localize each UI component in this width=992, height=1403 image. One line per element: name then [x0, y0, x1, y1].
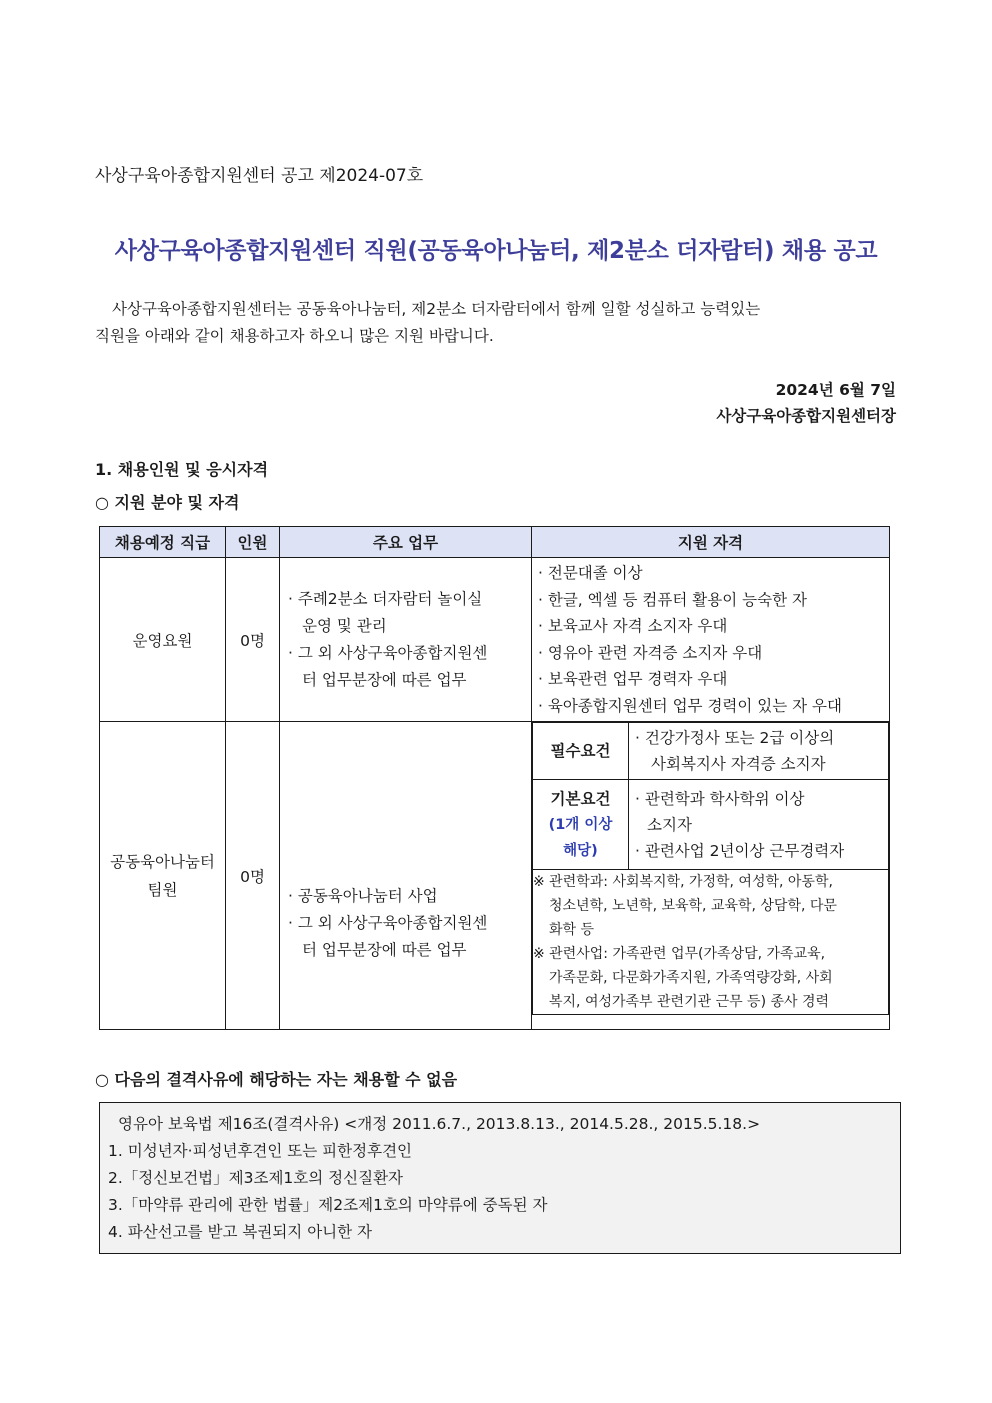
header-duties: 주요 업무 [280, 527, 532, 558]
disqualification-item: 2.「정신보건법」제3조제1호의 정신질환자 [108, 1169, 404, 1187]
count-cell: 0명 [226, 722, 280, 1030]
required-items [629, 723, 889, 780]
position-cell: 운영요원 [100, 558, 226, 722]
position-cell [100, 722, 226, 1030]
qualification-line: · 육아종합지원센터 업무 경력이 있는 자 우대 [538, 696, 843, 715]
subheading-positions: ○ 지원 분야 및 자격 [95, 493, 240, 512]
note-line: 복지, 여성가족부 관련기관 근무 등) 종사 경력 [549, 994, 830, 1010]
duty-line: · 공동육아나눔터 사업 [288, 887, 438, 905]
basic-line: 소지자 [647, 815, 692, 834]
required-line: 사회복지사 자격증 소지자 [651, 755, 826, 773]
note-line: 화학 등 [549, 922, 595, 938]
duties-cell [280, 558, 532, 722]
duty-line: 터 업무분장에 따른 업무 [302, 670, 467, 689]
count-cell: 0명 [226, 558, 280, 722]
duty-line: 운영 및 관리 [302, 616, 387, 635]
disqualification-item: 3.「마약류 관리에 관한 법률」제2조제1호의 마약류에 중독된 자 [108, 1196, 548, 1214]
position-line: 공동육아나눔터 [110, 852, 215, 871]
qualification-line: · 보육교사 자격 소지자 우대 [538, 617, 728, 635]
basic-label-text: 기본요건 [550, 789, 611, 808]
qualifications-cell [532, 722, 890, 1030]
intro-line-1: 사상구육아종합지원센터는 공동육아나눔터, 제2분소 더자람터에서 함께 일할 성실하고 능력있는 [112, 300, 761, 318]
duties-cell [280, 722, 532, 1030]
subheading-disqualification: ○ 다음의 결격사유에 해당하는 자는 채용할 수 없음 [95, 1070, 458, 1089]
page-title: 사상구육아종합지원센터 직원(공동육아나눔터, 제2분소 더자람터) 채용 공고 [114, 238, 878, 264]
disqualification-item: 1. 미성년자·피성년후견인 또는 피한정후견인 [108, 1142, 413, 1160]
basic-label-sub: 해당) [563, 842, 598, 859]
note-line: 청소년학, 노년학, 보육학, 교육학, 상담학, 다문 [549, 898, 837, 914]
header-count: 인원 [226, 527, 280, 558]
table-header-row [100, 527, 890, 558]
header-position: 채용예정 직급 [100, 527, 226, 558]
position-line: 팀원 [147, 880, 178, 899]
disqualification-box [99, 1102, 901, 1254]
duty-line: · 그 외 사상구육아종합지원센 [288, 914, 488, 932]
requirements-subtable [532, 722, 889, 1015]
basic-label-sub: (1개 이상 [548, 816, 613, 833]
basic-line: · 관련사업 2년이상 근무경력자 [635, 841, 845, 860]
duty-line: · 주례2분소 더자람터 놀이실 [288, 589, 483, 608]
qualification-line: · 전문대졸 이상 [538, 564, 643, 582]
basic-label [533, 780, 629, 870]
note-line: ※ 관련사업: 가족관련 업무(가족상담, 가족교육, [533, 946, 826, 962]
intro-paragraph [95, 296, 895, 350]
duty-line: 터 업무분장에 따른 업무 [302, 941, 467, 959]
qualification-line: · 한글, 엑셀 등 컴퓨터 활용이 능숙한 자 [538, 590, 807, 609]
basic-items [629, 780, 889, 870]
qualification-line: · 보육관련 업무 경력자 우대 [538, 670, 728, 688]
qualification-line: · 영유아 관련 자격증 소지자 우대 [538, 643, 763, 662]
recruitment-table [99, 526, 890, 1030]
disqualification-item: 4. 파산선고를 받고 복권되지 아니한 자 [108, 1223, 373, 1241]
notice-date: 2024년 6월 7일 [775, 381, 896, 399]
basic-line: · 관련학과 학사학위 이상 [635, 789, 805, 808]
table-row [100, 722, 890, 1030]
notes-cell [533, 870, 889, 1015]
notice-number: 사상구육아종합지원센터 공고 제2024-07호 [95, 166, 424, 186]
required-label: 필수요건 [533, 723, 629, 780]
note-line: 가족문화, 다문화가족지원, 가족역량강화, 사회 [549, 970, 833, 986]
note-line: ※ 관련학과: 사회복지학, 가정학, 여성학, 아동학, [533, 874, 833, 890]
table-row [100, 558, 890, 722]
header-qualifications: 지원 자격 [532, 527, 890, 558]
section-heading-recruitment: 1. 채용인원 및 응시자격 [95, 460, 269, 479]
signer: 사상구육아종합지원센터장 [716, 407, 896, 425]
duty-line: · 그 외 사상구육아종합지원센 [288, 643, 488, 662]
qualifications-cell [532, 558, 890, 722]
disqualification-header: 영유아 보육법 제16조(결격사유) <개정 2011.6.7., 2013.8.13., 2014.5.28., 2015.5.18.> [118, 1115, 761, 1133]
required-line: · 건강가정사 또는 2급 이상의 [635, 729, 835, 747]
intro-line-2: 직원을 아래와 같이 채용하고자 하오니 많은 지원 바랍니다. [95, 327, 494, 345]
